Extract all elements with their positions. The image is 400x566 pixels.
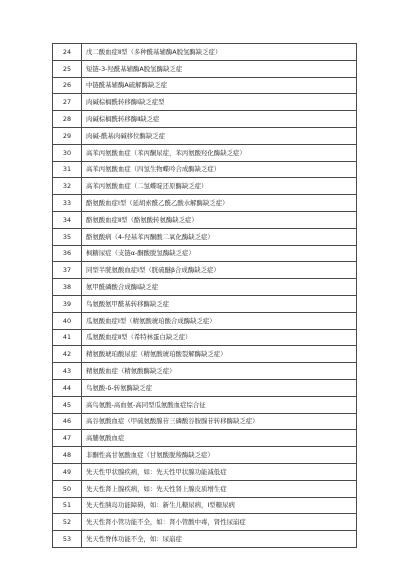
disease-name-cell: 酪氨酸血症Ⅰ型（延胡索酰乙酰乙酸水解酶缺乏症）	[82, 195, 357, 212]
table-row	[53, 379, 357, 396]
table-row	[53, 60, 357, 77]
table-row	[53, 245, 357, 262]
table-row	[53, 514, 357, 531]
disease-name-cell: 肉碱棕榈酰转移酶Ⅰ缺乏症型	[82, 94, 357, 111]
row-number-cell: 25	[53, 60, 82, 77]
row-number-cell: 29	[53, 127, 82, 144]
disease-table	[52, 43, 357, 548]
table-row	[53, 497, 357, 514]
disease-name-cell: 鸟氨酸氨甲酰基转移酶缺乏症	[82, 295, 357, 312]
disease-name-cell: 瓜氨酸血症Ⅱ型（希特林蛋白缺乏症）	[82, 329, 357, 346]
row-number-cell: 28	[53, 111, 82, 128]
table-row	[53, 480, 357, 497]
table-body	[53, 44, 357, 548]
table-row	[53, 195, 357, 212]
row-number-cell: 44	[53, 379, 82, 396]
row-number-cell: 34	[53, 211, 82, 228]
row-number-cell: 37	[53, 262, 82, 279]
row-number-cell: 27	[53, 94, 82, 111]
disease-name-cell: 中链酰基辅酶A硫解酶缺乏症	[82, 77, 357, 94]
disease-name-cell: 肉碱棕榈酰转移酶Ⅱ缺乏症	[82, 111, 357, 128]
table-row	[53, 279, 357, 296]
table-row	[53, 447, 357, 464]
row-number-cell: 47	[53, 430, 82, 447]
table-row	[53, 77, 357, 94]
row-number-cell: 45	[53, 396, 82, 413]
row-number-cell: 41	[53, 329, 82, 346]
disease-name-cell: 高谷氨酸血症（甲硫氨酸腺苷三磷酸谷胺腺苷转移酶缺乏症）	[82, 413, 357, 430]
table-row	[53, 111, 357, 128]
table-row	[53, 228, 357, 245]
disease-name-cell: 枫糖尿症（支链α-酮酸脱氢酶缺乏症）	[82, 245, 357, 262]
table-row	[53, 463, 357, 480]
disease-name-cell: 非酮性高甘氨酸血症（甘氨酸脱羧酶缺乏症）	[82, 447, 357, 464]
row-number-cell: 50	[53, 480, 82, 497]
row-number-cell: 38	[53, 279, 82, 296]
row-number-cell: 35	[53, 228, 82, 245]
row-number-cell: 32	[53, 178, 82, 195]
row-number-cell: 30	[53, 144, 82, 161]
disease-name-cell: 高苯丙氨酸血症（二氢蝶啶还原酶缺乏症）	[82, 178, 357, 195]
disease-name-cell: 鸟氨酸-δ-转氨酶缺乏症	[82, 379, 357, 396]
disease-name-cell: 高脯氨酸血症	[82, 430, 357, 447]
disease-name-cell: 先天性胰岛功能障碍，如：新生儿糖尿病，Ⅰ型糖尿病	[82, 497, 357, 514]
disease-name-cell: 精氨酸琥珀酸尿症（精氨酸琥珀酸裂解酶缺乏症）	[82, 346, 357, 363]
table-row	[53, 312, 357, 329]
disease-name-cell: 先天性肾上腺疾病，如：先天性肾上腺皮质增生症	[82, 480, 357, 497]
table-row	[53, 413, 357, 430]
row-number-cell: 52	[53, 514, 82, 531]
disease-name-cell: 同型半胱氨酸血症Ⅰ型（胱硫醚β合成酶缺乏症）	[82, 262, 357, 279]
table-row	[53, 363, 357, 380]
table-row	[53, 346, 357, 363]
disease-name-cell: 先天性甲状腺疾病，如：先天性甲状腺功能减低症	[82, 463, 357, 480]
row-number-cell: 40	[53, 312, 82, 329]
row-number-cell: 26	[53, 77, 82, 94]
table-row	[53, 329, 357, 346]
row-number-cell: 48	[53, 447, 82, 464]
disease-name-cell: 高鸟氨酸-高血氨-高同型瓜氨酸血症综合征	[82, 396, 357, 413]
disease-name-cell: 短链-3-羟酰基辅酶A脱氢酶缺乏症	[82, 60, 357, 77]
table-row	[53, 94, 357, 111]
row-number-cell: 36	[53, 245, 82, 262]
table-row	[53, 531, 357, 548]
table-row	[53, 396, 357, 413]
row-number-cell: 33	[53, 195, 82, 212]
table-row	[53, 144, 357, 161]
table-row	[53, 161, 357, 178]
disease-name-cell: 高苯丙氨酸血症（四氢生物蝶呤合成酶缺乏症）	[82, 161, 357, 178]
row-number-cell: 42	[53, 346, 82, 363]
disease-name-cell: 精氨酸血症（精氨酸酶缺乏症）	[82, 363, 357, 380]
table-row	[53, 295, 357, 312]
disease-name-cell: 先天性脊体功能不全，如：尿崩症	[82, 531, 357, 548]
row-number-cell: 31	[53, 161, 82, 178]
row-number-cell: 51	[53, 497, 82, 514]
disease-name-cell: 氨甲酰磷酸合成酶Ⅰ缺乏症	[82, 279, 357, 296]
row-number-cell: 39	[53, 295, 82, 312]
table-row	[53, 178, 357, 195]
table-row	[53, 211, 357, 228]
disease-name-cell: 高苯丙氨酸血症（苯丙酮尿症，苯丙氨酸羟化酶缺乏症）	[82, 144, 357, 161]
table-row	[53, 430, 357, 447]
table-row	[53, 44, 357, 61]
row-number-cell: 43	[53, 363, 82, 380]
row-number-cell: 53	[53, 531, 82, 548]
row-number-cell: 24	[53, 44, 82, 61]
row-number-cell: 49	[53, 463, 82, 480]
table-row	[53, 127, 357, 144]
row-number-cell: 46	[53, 413, 82, 430]
disease-name-cell: 酪氨酸病（4-羟基苯丙酮酸二氧化酶缺乏症）	[82, 228, 357, 245]
table-row	[53, 262, 357, 279]
disease-name-cell: 肉碱-酰基肉碱移位酶缺乏症	[82, 127, 357, 144]
disease-name-cell: 酪氨酸血症Ⅱ型（酪氨酸转氨酶缺乏症）	[82, 211, 357, 228]
disease-name-cell: 瓜氨酸血症Ⅰ型（精氨酸琥珀酸合成酶缺乏症）	[82, 312, 357, 329]
disease-name-cell: 先天性肾小管功能不全，如：肾小管酸中毒，肾性尿崩症	[82, 514, 357, 531]
disease-name-cell: 戊二酸血症Ⅱ型（多种酰基辅酶A脱氢酶缺乏症）	[82, 44, 357, 61]
